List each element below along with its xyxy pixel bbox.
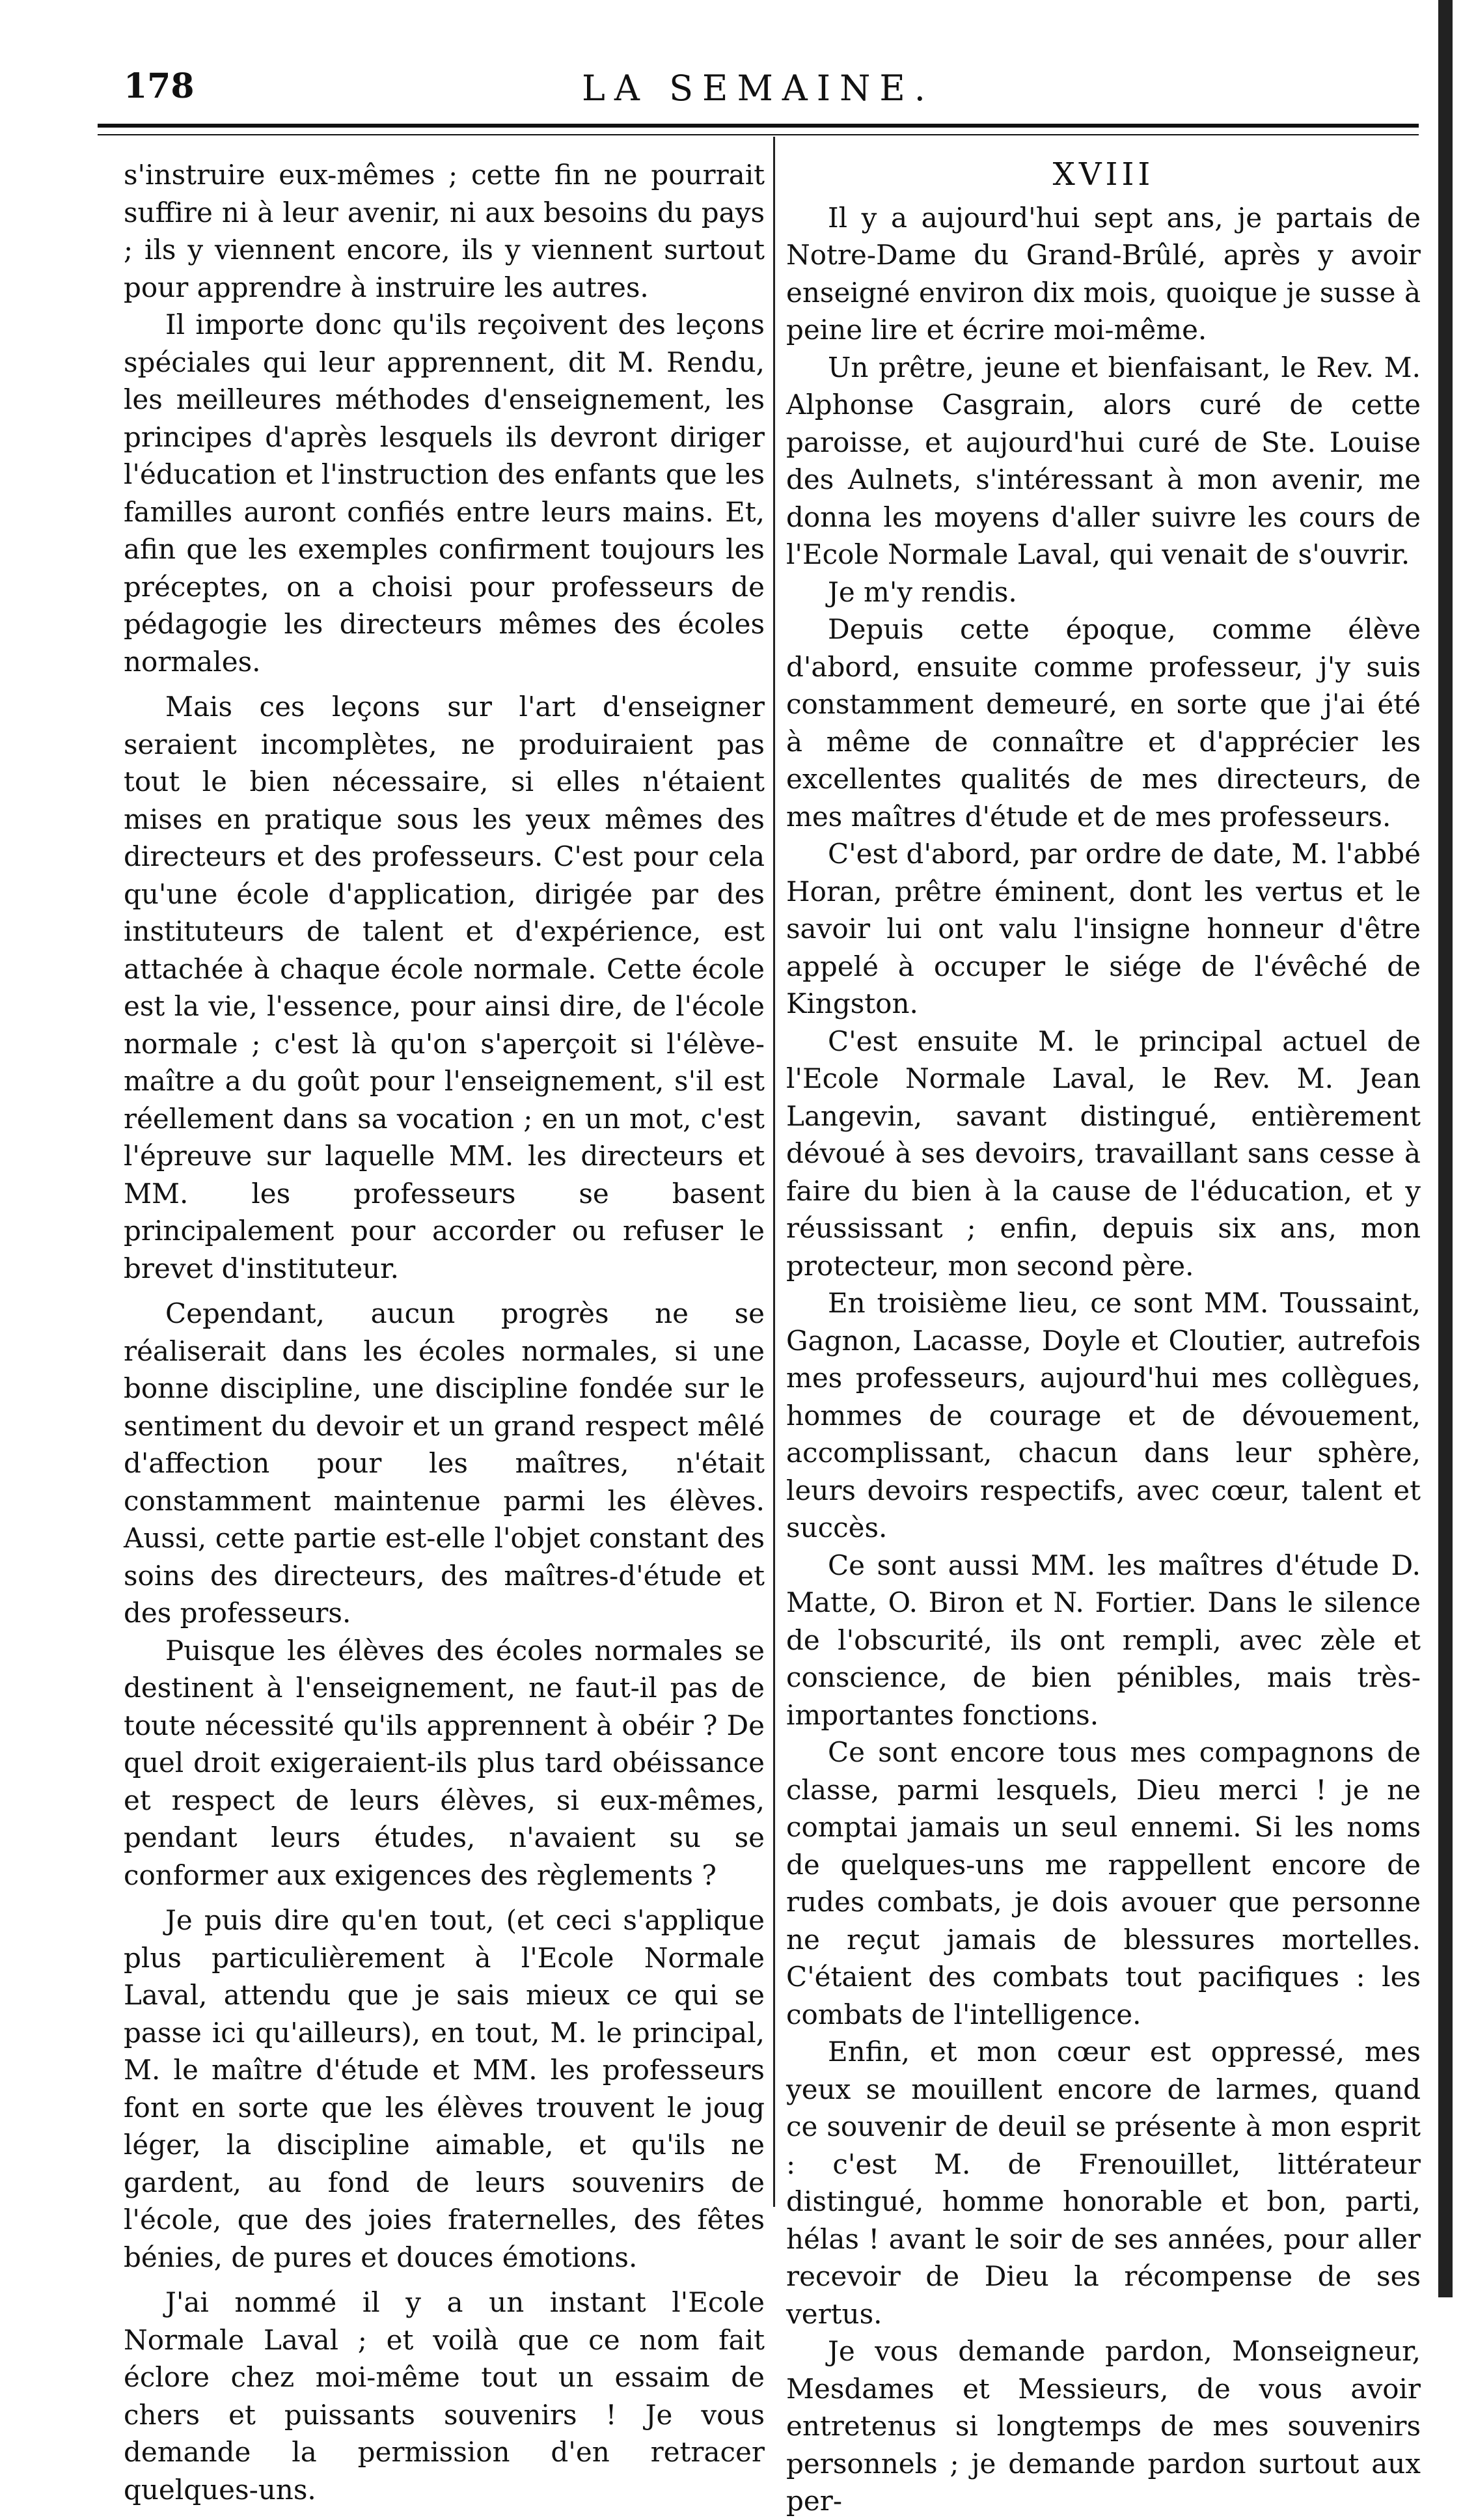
page-edge-shadow: [1438, 0, 1453, 2297]
paragraph: Je puis dire qu'en tout, (et ceci s'applique plus particulièrement à l'Ecole Normale Laval, attendu que je sais mieux ce qui se passe ici qu'ailleurs), en tout, M. le principal, M. le maître d'étude et MM. les professeurs font en sorte que les élèves trouvent le joug léger, la discipline aimable, et qu'ils ne gardent, au fond de leurs souvenirs de l'école, que des joies fraternelles, des fêtes bénies, de pures et douces émotions.: [124, 1904, 765, 2273]
paragraph: Enfin, et mon cœur est oppressé, mes yeux se mouillent encore de larmes, quand ce souvenir de deuil se présente à mon esprit : c'est M. de Frenouillet, littérateur distingué, homme honorable et bon, parti, hélas ! avant le soir de ses années, pour aller recevoir de Dieu la récompense de ses vertus.: [786, 2036, 1421, 2330]
paragraph: Un prêtre, jeune et bienfaisant, le Rev. M. Alphonse Casgrain, alors curé de cette paroisse, et aujourd'hui curé de Ste. Louise des Aulnets, s'intéressant à mon avenir, me donna les moyens d'aller suivre les cours de l'Ecole Normale Laval, qui venait de s'ouvrir.: [786, 351, 1421, 570]
column-divider: [773, 137, 775, 2207]
running-title: LA SEMAINE.: [582, 68, 935, 109]
left-column: [124, 156, 765, 2508]
paragraph: Cependant, aucun progrès ne se réaliserait dans les écoles normales, si une bonne discipline, une discipline fondée sur le sentiment du devoir et un grand respect mêlé d'affection pour les maîtres, n'était constamment maintenue parmi les élèves. Aussi, cette partie est-elle l'objet constant des soins des directeurs, des maîtres-d'étude et des professeurs.: [124, 1297, 765, 1629]
paragraph: J'ai nommé il y a un instant l'Ecole Normale Laval ; et voilà que ce nom fait éclore chez moi-même tout un essaim de chers et puissants souvenirs ! Je vous demande la permission d'en retracer quelques-uns.: [124, 2286, 765, 2506]
paragraph: Ce sont aussi MM. les maîtres d'étude D. Matte, O. Biron et N. Fortier. Dans le silence de l'obscurité, ils ont rempli, avec zèle et conscience, de bien pénibles, mais très-importantes fonctions.: [786, 1549, 1421, 1731]
paragraph: Puisque les élèves des écoles normales se destinent à l'enseignement, ne faut-il pas de toute nécessité qu'ils apprennent à obéir ? De quel droit exigeraient-ils plus tard obéissance et respect de leurs élèves, si eux-mêmes, pendant leurs études, n'avaient su se conformer aux exigences des règlements ?: [124, 1634, 765, 1891]
paragraph: Depuis cette époque, comme élève d'abord, ensuite comme professeur, j'y suis constamment demeuré, en sorte que j'ai été à même de connaître et d'apprécier les excellentes qualités de mes directeurs, de mes maîtres d'étude et de mes professeurs.: [786, 613, 1421, 833]
paragraph: Il importe donc qu'ils reçoivent des leçons spéciales qui leur apprennent, dit M. Rendu, les meilleures méthodes d'enseignement, les principes d'après lesquels ils devront diriger l'éducation et l'instruction des enfants que les familles auront confiés entre leurs mains. Et, afin que les exemples confirment toujours les préceptes, on a choisi pour professeurs de pédagogie les directeurs mêmes des écoles normales.: [124, 309, 765, 678]
paragraph: Ce sont encore tous mes compagnons de classe, parmi lesquels, Dieu merci ! je ne comptai jamais un seul ennemi. Si les noms de quelques-uns me rappellent encore de rudes combats, je dois avouer que personne ne reçut jamais de blessures mortelles. C'étaient des combats tout pacifiques : les combats de l'intelligence.: [786, 1736, 1421, 2030]
paragraph: Mais ces leçons sur l'art d'enseigner seraient incomplètes, ne produiraient pas tout le bien nécessaire, si elles n'étaient mises en pratique sous les yeux mêmes des directeurs et des professeurs. C'est pour cela qu'une école d'application, dirigée par des instituteurs de talent et d'expérience, est attachée à chaque école normale. Cette école est la vie, l'essence, pour ainsi dire, de l'école normale ; c'est là qu'on s'aperçoit si l'élève-maître a du goût pour l'enseignement, s'il est réellement dans sa vocation ; en un mot, c'est l'épreuve sur laquelle MM. les directeurs et MM. les professeurs se basent principalement pour accorder ou refuser le brevet d'instituteur.: [124, 691, 765, 1284]
header-rule-thin: [98, 134, 1419, 135]
paragraph: s'instruire eux-mêmes ; cette fin ne pourrait suffire ni à leur avenir, ni aux besoins du pays ; ils y viennent encore, ils y viennent surtout pour apprendre à instruire les autres.: [124, 159, 765, 303]
header-rule: [98, 124, 1419, 128]
right-column: [786, 156, 1421, 2520]
page-number: 178: [124, 66, 195, 106]
paragraph: C'est ensuite M. le principal actuel de l'Ecole Normale Laval, le Rev. M. Jean Langevin, savant distingué, entièrement dévoué à ses devoirs, travaillant sans cesse à faire du bien à la cause de l'éducation, et y réussissant ; enfin, depuis six ans, mon protecteur, mon second père.: [786, 1025, 1421, 1282]
page-header: [98, 53, 1419, 112]
section-title: XVIII: [1052, 156, 1155, 193]
paragraph: Je m'y rendis.: [828, 575, 1017, 608]
paragraph: C'est d'abord, par ordre de date, M. l'abbé Horan, prêtre éminent, dont les vertus et le savoir lui ont valu l'insigne honneur d'être appelé à occuper le siége de l'évêché de Kingston.: [786, 838, 1421, 1019]
paragraph: Il y a aujourd'hui sept ans, je partais de Notre-Dame du Grand-Brûlé, après y avoir enseigné environ dix mois, quoique je susse à peine lire et écrire moi-même.: [786, 201, 1421, 346]
paragraph: En troisième lieu, ce sont MM. Toussaint, Gagnon, Lacasse, Doyle et Cloutier, autrefois mes professeurs, aujourd'hui mes collègues, hommes de courage et de dévouement, accomplissant, chacun dans leur sphère, leurs devoirs respectifs, avec cœur, talent et succès.: [786, 1287, 1421, 1544]
paragraph: Je vous demande pardon, Monseigneur, Mesdames et Messieurs, de vous avoir entretenus si longtemps de mes souvenirs personnels ; je demande pardon surtout aux per-: [786, 2335, 1421, 2517]
